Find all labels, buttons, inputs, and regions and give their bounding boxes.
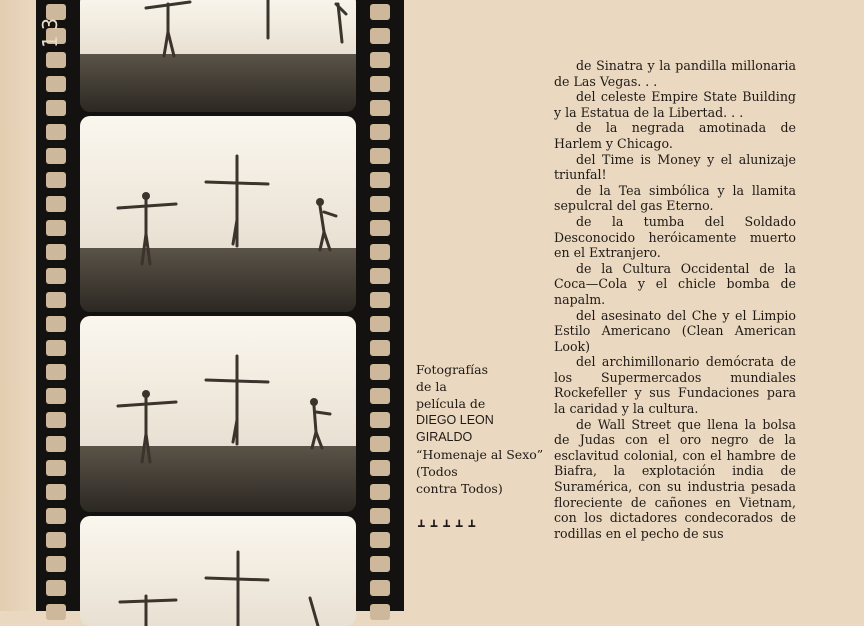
- sprocket-hole: [370, 196, 390, 212]
- sprocket-hole: [370, 412, 390, 428]
- paragraph: del Time is Money y el alunizaje triunfal!: [554, 151, 796, 183]
- figures-graphic: [80, 516, 356, 626]
- sprocket-hole: [46, 292, 66, 308]
- sprocket-hole: [46, 364, 66, 380]
- paragraph: del celeste Empire State Building y la Estatua de la Libertad. . .: [554, 89, 796, 120]
- sprocket-hole: [370, 436, 390, 452]
- paragraph: del asesinato del Che y el Limpio Estilo Americano (Clean American Look): [554, 307, 796, 354]
- sprocket-hole: [46, 172, 66, 188]
- paragraph: de Sinatra y la pandilla millonaria de Las Vegas. . .: [554, 58, 796, 89]
- sprocket-hole: [46, 196, 66, 212]
- sprocket-hole: [46, 244, 66, 260]
- film-frame-2: [80, 116, 356, 312]
- film-frame-4: [80, 516, 356, 626]
- sprocket-hole: [370, 220, 390, 236]
- sprocket-hole: [46, 532, 66, 548]
- caption-line: Fotografías: [416, 362, 488, 377]
- sprocket-column-left: [42, 0, 70, 611]
- caption-line: contra Todos): [416, 481, 503, 496]
- sprocket-hole: [46, 316, 66, 332]
- caption-line: película de: [416, 396, 486, 411]
- sprocket-hole: [46, 76, 66, 92]
- sprocket-hole: [370, 364, 390, 380]
- sprocket-hole: [46, 412, 66, 428]
- sprocket-hole: [46, 388, 66, 404]
- sprocket-hole: [370, 148, 390, 164]
- sprocket-hole: [370, 292, 390, 308]
- sprocket-hole: [370, 484, 390, 500]
- sprocket-hole: [370, 268, 390, 284]
- paragraph: de la Cultura Occidental de la Coca—Cola y el chicle bomba de napalm.: [554, 260, 796, 307]
- paragraph: de la negrada amotinada de Harlem y Chicago.: [554, 120, 796, 151]
- sprocket-hole: [370, 244, 390, 260]
- sprocket-hole: [370, 532, 390, 548]
- caption-director: GIRALDO: [416, 430, 473, 444]
- sprocket-hole: [370, 124, 390, 140]
- text-column: [554, 58, 796, 541]
- sprocket-hole: [46, 148, 66, 164]
- sprocket-hole: [370, 388, 390, 404]
- sprocket-hole: [370, 100, 390, 116]
- sprocket-hole: [46, 508, 66, 524]
- caption-director: DIEGO LEON: [416, 413, 494, 427]
- sprocket-hole: [370, 316, 390, 332]
- sprocket-hole: [46, 604, 66, 620]
- sprocket-hole: [46, 436, 66, 452]
- sprocket-hole: [370, 580, 390, 596]
- page-margin: [0, 0, 36, 611]
- sprocket-column-right: [366, 0, 394, 611]
- sprocket-hole: [46, 340, 66, 356]
- sprocket-hole: [370, 4, 390, 20]
- sprocket-hole: [370, 76, 390, 92]
- caption-film-title: “Homenaje al Sexo”: [416, 447, 544, 462]
- paragraph: de la tumba del Soldado Desconocido heróicamente muerto en el Extranjero.: [554, 213, 796, 261]
- sprocket-hole: [370, 28, 390, 44]
- sprocket-hole: [46, 100, 66, 116]
- sprocket-hole: [46, 580, 66, 596]
- sprocket-hole: [46, 268, 66, 284]
- paragraph: del archimillonario demócrata de los Supermercados mundiales Rockefeller y sus Fundaciones para la caridad y la cultura.: [554, 354, 796, 417]
- caption-line: de la: [416, 379, 447, 394]
- sprocket-hole: [46, 124, 66, 140]
- paragraph: de la Tea simbólica y la llamita sepulcral del gas Eterno.: [554, 182, 796, 214]
- sprocket-hole: [370, 460, 390, 476]
- sprocket-hole: [46, 484, 66, 500]
- sprocket-hole: [370, 508, 390, 524]
- frame-number: 13: [38, 12, 62, 49]
- sprocket-hole: [46, 52, 66, 68]
- film-frame-3: [80, 316, 356, 512]
- film-strip: [36, 0, 404, 611]
- figures-graphic: [80, 0, 356, 112]
- photo-caption: [416, 361, 556, 497]
- figures-graphic: [80, 116, 356, 312]
- paragraph: de Wall Street que llena la bolsa de Judas con el oro negro de la esclavitud colonial, con el hambre de Biafra, la explotación india de Suramérica, con su industria pesada floreciente de cañones en Vietnam, con los dictadores condecorados de rodillas en el pecho de sus: [554, 416, 796, 541]
- sprocket-hole: [46, 220, 66, 236]
- sprocket-hole: [370, 604, 390, 620]
- sprocket-hole: [370, 556, 390, 572]
- sprocket-hole: [46, 556, 66, 572]
- film-frame-1: [80, 0, 356, 112]
- sprocket-hole: [370, 172, 390, 188]
- caption-line: (Todos: [416, 464, 458, 479]
- sprocket-hole: [370, 52, 390, 68]
- ornament-divider: ┻┻┻┻┻: [418, 520, 482, 533]
- sprocket-hole: [370, 340, 390, 356]
- sprocket-hole: [46, 460, 66, 476]
- figures-graphic: [80, 316, 356, 512]
